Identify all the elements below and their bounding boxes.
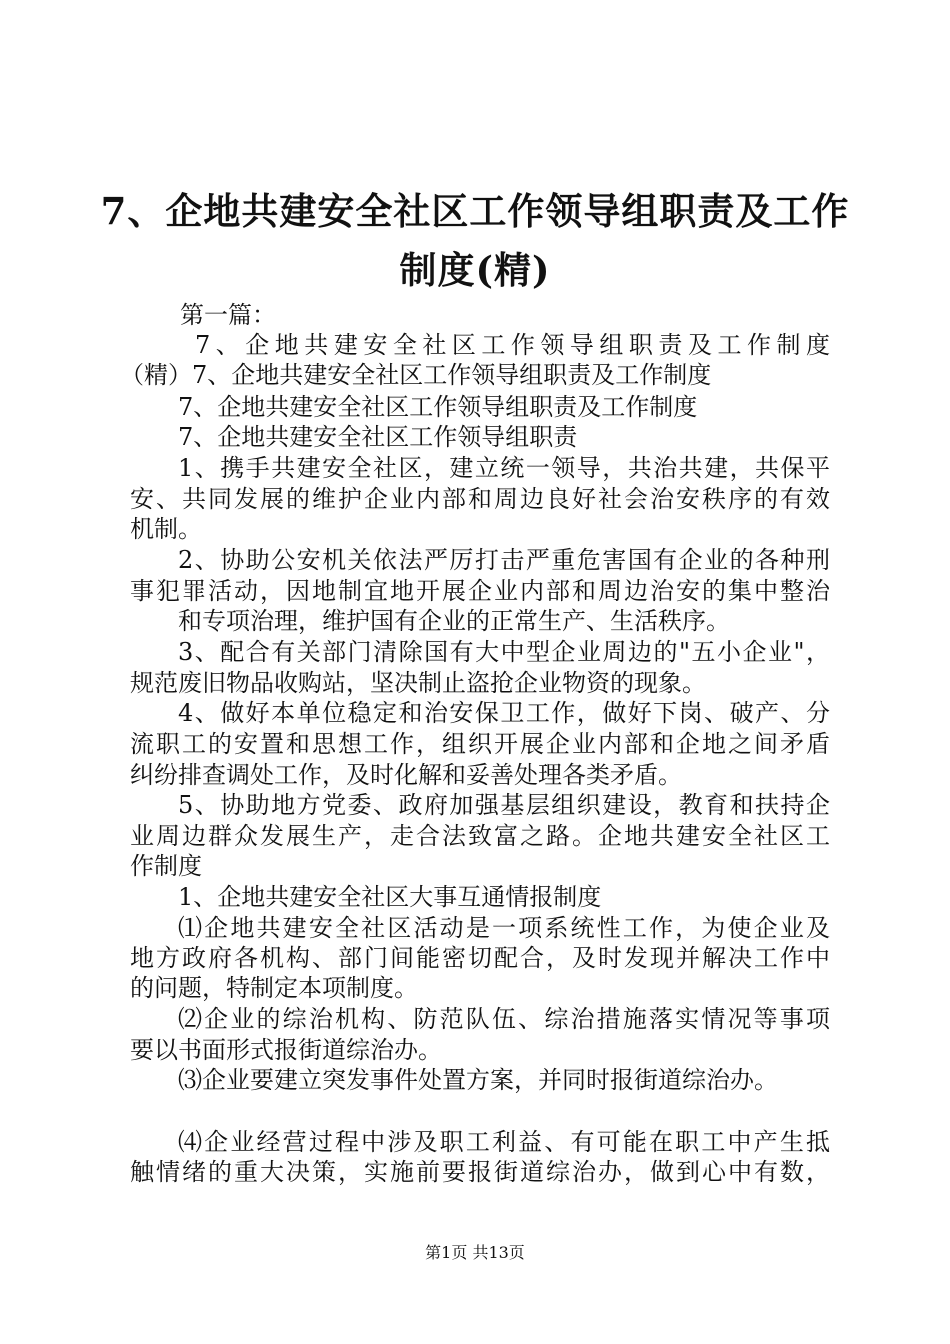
body-line: ⑴企地共建安全社区活动是一项系统性工作，为使企业及 <box>178 914 830 942</box>
section-heading: 第一篇： <box>180 301 276 329</box>
body-line: 流职工的安置和思想工作，组织开展企业内部和企地之间矛盾 <box>130 730 830 758</box>
body-line: 纠纷排查调处工作，及时化解和妥善处理各类矛盾。 <box>130 761 682 789</box>
body-line: 1、携手共建安全社区，建立统一领导，共治共建，共保平 <box>178 454 830 482</box>
body-line: 机制。 <box>130 515 202 543</box>
body-line: 4、做好本单位稳定和治安保卫工作，做好下岗、破产、分 <box>178 699 830 727</box>
body-line: 7、企地共建安全社区工作领导组职责及工作制度 <box>178 393 698 421</box>
body-line: 3、配合有关部门清除国有大中型企业周边的"五小企业"， <box>178 638 830 666</box>
body-line: 7、企地共建安全社区工作领导组职责及工作制度 <box>195 331 830 359</box>
body-line: 规范废旧物品收购站，坚决制止盗抢企业物资的现象。 <box>130 669 706 697</box>
body-line: （精）7、企地共建安全社区工作领导组职责及工作制度 <box>120 361 712 389</box>
body-line: ⑷企业经营过程中涉及职工利益、有可能在职工中产生抵 <box>178 1128 830 1156</box>
body-line: 触情绪的重大决策，实施前要报街道综治办，做到心中有数， <box>130 1158 830 1186</box>
document-title-line-2: 制度(精) <box>399 248 551 292</box>
body-line: 作制度 <box>130 852 202 880</box>
body-line: 安、共同发展的维护企业内部和周边良好社会治安秩序的有效 <box>130 485 830 513</box>
body-line: 1、企地共建安全社区大事互通情报制度 <box>178 883 602 911</box>
document-title-line-1: 7、企地共建安全社区工作领导组职责及工作 <box>100 189 850 233</box>
body-line: 的问题，特制定本项制度。 <box>130 974 418 1002</box>
body-line: 2、协助公安机关依法严厉打击严重危害国有企业的各种刑 <box>178 546 830 574</box>
body-line: ⑶企业要建立突发事件处置方案，并同时报街道综治办。 <box>178 1066 778 1094</box>
body-line: 事犯罪活动，因地制宜地开展企业内部和周边治安的集中整治 <box>130 577 830 605</box>
body-line: 业周边群众发展生产，走合法致富之路。企地共建安全社区工 <box>130 822 830 850</box>
body-line: 地方政府各机构、部门间能密切配合，及时发现并解决工作中 <box>130 944 830 972</box>
page-footer: 第1页 共13页 <box>425 1243 525 1262</box>
body-line: 7、企地共建安全社区工作领导组职责 <box>178 423 578 451</box>
body-line: 5、协助地方党委、政府加强基层组织建设，教育和扶持企 <box>178 791 830 819</box>
body-line: 要以书面形式报街道综治办。 <box>130 1036 442 1064</box>
body-line: 和专项治理，维护国有企业的正常生产、生活秩序。 <box>178 607 730 635</box>
body-line: ⑵企业的综治机构、防范队伍、综治措施落实情况等事项 <box>178 1005 830 1033</box>
